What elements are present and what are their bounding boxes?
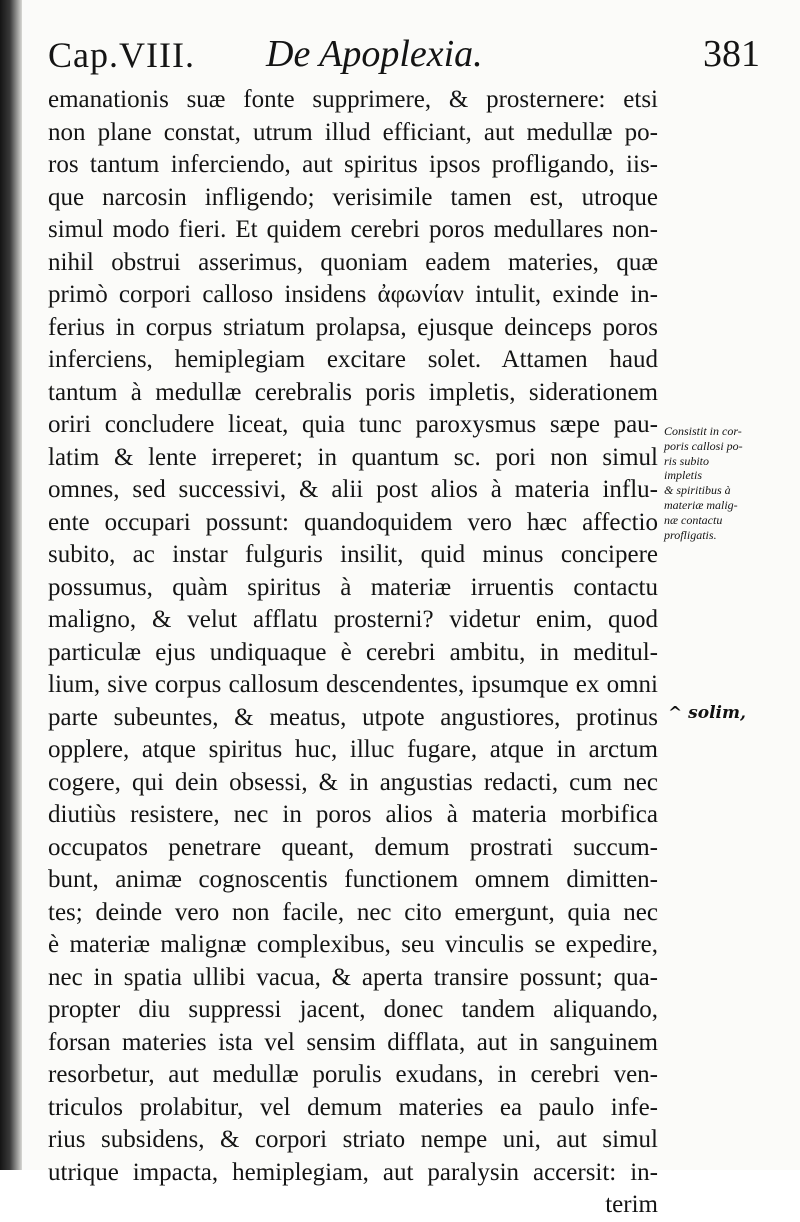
text-line: bunt, animæ cognoscentis functionem omnem dimitten- [48, 866, 658, 893]
text-line: particulæ ejus undiquaque è cerebri ambitu, in meditul- [48, 638, 658, 666]
text-line: forsan materies ista vel sensim difflata, aut in sanguinem [48, 1028, 658, 1056]
text-line: simul modo fieri. Et quidem cerebri poros medullares non- [48, 216, 658, 243]
page-header [48, 28, 760, 84]
text-line: utrique impacta, hemiplegiam, aut paralysin accersit: in- [48, 1158, 658, 1186]
text-line: resorbetur, aut medullæ porulis exudans, in cerebri ven- [48, 1061, 658, 1088]
chapter-heading: Cap.VIII. [48, 35, 195, 75]
text-line: lium, sive corpus callosum descendentes, ipsumque ex omni [48, 671, 658, 698]
text-line: nec in spatia ullibi vacua, & aperta transire possunt; qua- [48, 963, 658, 991]
margin-note [664, 424, 790, 542]
text-line: emanationis suæ fonte supprimere, & prosternere: etsi [48, 86, 658, 113]
margin-note-line: profligatis. [664, 527, 717, 542]
text-line: propter diu suppressi jacent, donec tandem aliquando, [48, 996, 658, 1023]
text-line: maligno, & velut afflatu prosterni? videtur enim, quod [48, 606, 658, 633]
text-line: è materiæ malignæ complexibus, seu vinculis se expedire, [48, 931, 658, 958]
text-line: occupatos penetrare queant, demum prostrati succum- [48, 833, 658, 861]
text-line: ferius in corpus striatum prolapsa, ejusque deinceps poros [48, 313, 658, 341]
text-line: que narcosin infligendo; verisimile tamen est, utroque [48, 183, 658, 211]
text-line: primò corpori calloso insidens ἀφωνίαν intulit, exinde in- [48, 281, 658, 308]
text-line: omnes, sed successivi, & alii post alios à materia influ- [48, 476, 658, 503]
text-line: diutiùs resistere, nec in poros alios à materia morbifica [48, 801, 658, 828]
text-line: tantum à medullæ cerebralis poris impletis, siderationem [48, 378, 658, 406]
text-line: tes; deinde vero non facile, nec cito emergunt, quia nec [48, 898, 658, 926]
margin-note-line: materiæ malig- [664, 497, 738, 512]
margin-note-line: Consistit in cor- [664, 424, 742, 438]
margin-note-line: poris callosi po- [664, 438, 743, 453]
text-line: parte subeuntes, & meatus, utpote angustiores, protinus [48, 703, 658, 731]
text-line: non plane constat, utrum illud efficiant, aut medullæ po- [48, 118, 658, 146]
text-line: rius subsidens, & corpori striato nempe uni, aut simul [48, 1126, 658, 1153]
text-line: oriri concludere liceat, quia tunc paroxysmus sæpe pau- [48, 411, 658, 438]
margin-note-line: & spiritibus à [664, 483, 731, 498]
text-line: possumus, quàm spiritus à materiæ irruentis contactu [48, 573, 658, 601]
book-spine-shadow [0, 0, 22, 1170]
text-line: terim [605, 1191, 658, 1218]
margin-note-line: impletis [664, 468, 702, 483]
running-title: De Apoplexia. [266, 33, 483, 75]
margin-note-line: næ contactu [664, 512, 723, 527]
text-line: triculos prolabitur, vel demum materies ea paulo infe- [48, 1093, 658, 1121]
text-line: opplere, atque spiritus huc, illuc fugare, atque in arctum [48, 736, 658, 763]
text-line: ente occupari possunt: quandoquidem vero hæc affectio [48, 508, 658, 536]
page-number: 381 [703, 33, 760, 75]
text-line: subito, ac instar fulguris insilit, quid minus concipere [48, 541, 658, 568]
text-line: inferciens, hemiplegiam excitare solet. Attamen haud [48, 346, 658, 373]
text-line: cogere, qui dein obsessi, & in angustias redacti, cum nec [48, 768, 658, 796]
text-line: nihil obstrui asserimus, quoniam eadem materies, quæ [48, 248, 658, 276]
text-line: ros tantum inferciendo, aut spiritus ipsos profligando, iis- [48, 151, 658, 178]
handwritten-annotation: ^ solim, [668, 703, 746, 723]
body-text [48, 84, 658, 1222]
text-line: latim & lente irreperet; in quantum sc. pori non simul [48, 443, 658, 471]
margin-note-line: ris subito [664, 453, 710, 468]
